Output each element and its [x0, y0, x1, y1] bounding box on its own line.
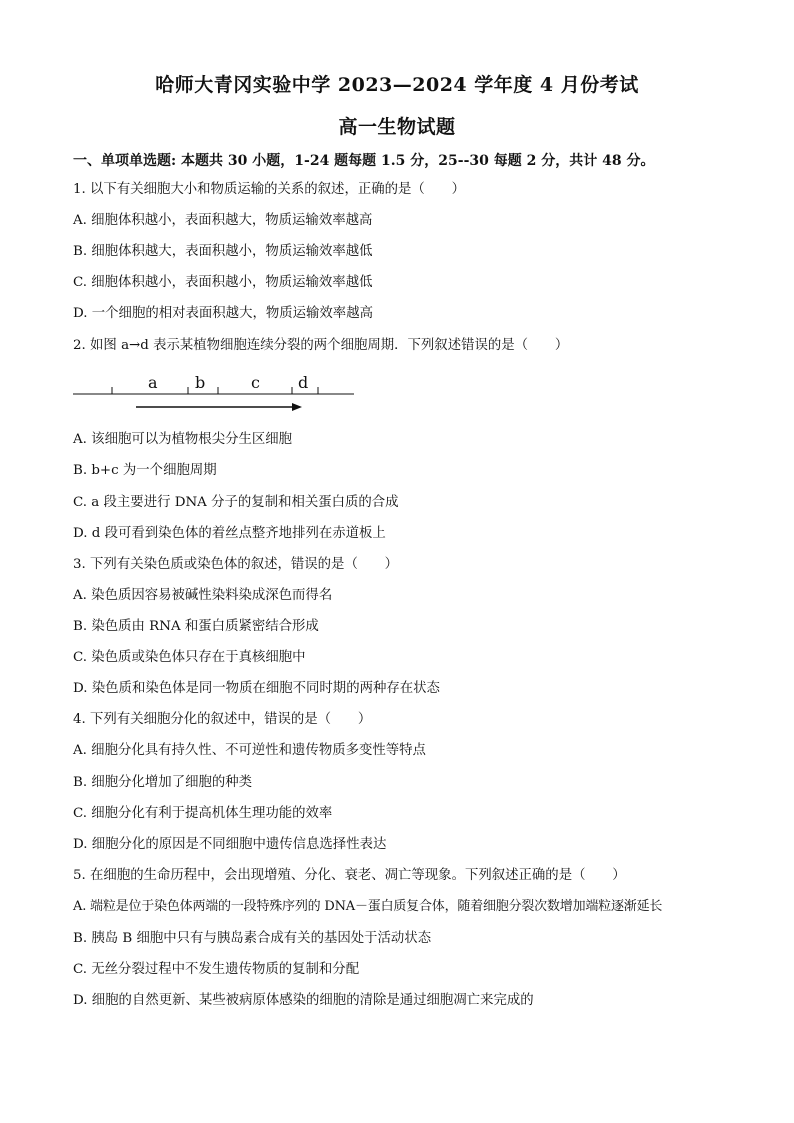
question-5-option-c: C. 无丝分裂过程中不发生遗传物质的复制和分配 [73, 962, 360, 977]
question-3-option-d: D. 染色质和染色体是同一物质在细胞不同时期的两种存在状态 [73, 681, 440, 696]
question-2-option-a: A. 该细胞可以为植物根尖分生区细胞 [73, 432, 293, 447]
question-4-option-b: B. 细胞分化增加了细胞的种类 [73, 775, 253, 790]
question-3-option-b: B. 染色质由 RNA 和蛋白质紧密结合形成 [73, 619, 319, 634]
question-4-stem: 4. 下列有关细胞分化的叙述中，错误的是（ ） [73, 712, 372, 727]
question-1-option-d: D. 一个细胞的相对表面积越大，物质运输效率越高 [73, 306, 373, 321]
exam-subtitle: 高一生物试题 [338, 116, 456, 138]
question-2-option-d: D. d 段可看到染色体的着丝点整齐地排列在赤道板上 [73, 526, 386, 541]
segment-label-c: c [251, 373, 260, 392]
question-4-option-a: A. 细胞分化具有持久性、不可逆性和遗传物质多变性等特点 [73, 743, 426, 758]
question-2-stem: 2. 如图 a→d 表示某植物细胞连续分裂的两个细胞周期．下列叙述错误的是（ ） [73, 338, 569, 353]
question-5-option-a: A. 端粒是位于染色体两端的一段特殊序列的 DNA－蛋白质复合体，随着细胞分裂次数增加端粒逐渐延长 [73, 899, 663, 914]
cell-cycle-diagram [70, 366, 360, 416]
question-2-option-c: C. a 段主要进行 DNA 分子的复制和相关蛋白质的合成 [73, 495, 399, 510]
exam-title: 哈师大青冈实验中学 2023—2024 学年度 4 月份考试 [155, 74, 639, 96]
question-1-option-a: A. 细胞体积越小，表面积越大，物质运输效率越高 [73, 213, 373, 228]
question-4-option-c: C. 细胞分化有利于提高机体生理功能的效率 [73, 806, 333, 821]
segment-label-b: b [195, 373, 206, 392]
direction-arrow-head [292, 403, 302, 411]
question-4-option-d: D. 细胞分化的原因是不同细胞中遗传信息选择性表达 [73, 837, 387, 852]
question-1-option-c: C. 细胞体积越小，表面积越小，物质运输效率越低 [73, 275, 373, 290]
question-3-option-c: C. 染色质或染色体只存在于真核细胞中 [73, 650, 306, 665]
question-1-stem: 1. 以下有关细胞大小和物质运输的关系的叙述，正确的是（ ） [73, 182, 465, 197]
section-heading: 一、单项单选题: 本题共 30 小题，1-24 题每题 1.5 分，25--30 每题 2 分，共计 48 分。 [73, 153, 655, 169]
question-2-option-b: B. b+c 为一个细胞周期 [73, 463, 217, 478]
question-1-option-b: B. 细胞体积越大，表面积越小，物质运输效率越低 [73, 244, 373, 259]
question-3-option-a: A. 染色质因容易被碱性染料染成深色而得名 [73, 588, 333, 603]
question-5-stem: 5. 在细胞的生命历程中，会出现增殖、分化、衰老、凋亡等现象。下列叙述正确的是（ ） [73, 868, 626, 883]
segment-label-d: d [298, 373, 309, 392]
question-5-option-b: B. 胰岛 B 细胞中只有与胰岛素合成有关的基因处于活动状态 [73, 931, 432, 946]
question-5-option-d: D. 细胞的自然更新、某些被病原体感染的细胞的清除是通过细胞凋亡来完成的 [73, 993, 534, 1008]
question-3-stem: 3. 下列有关染色质或染色体的叙述，错误的是（ ） [73, 557, 399, 572]
segment-label-a: a [148, 373, 158, 392]
